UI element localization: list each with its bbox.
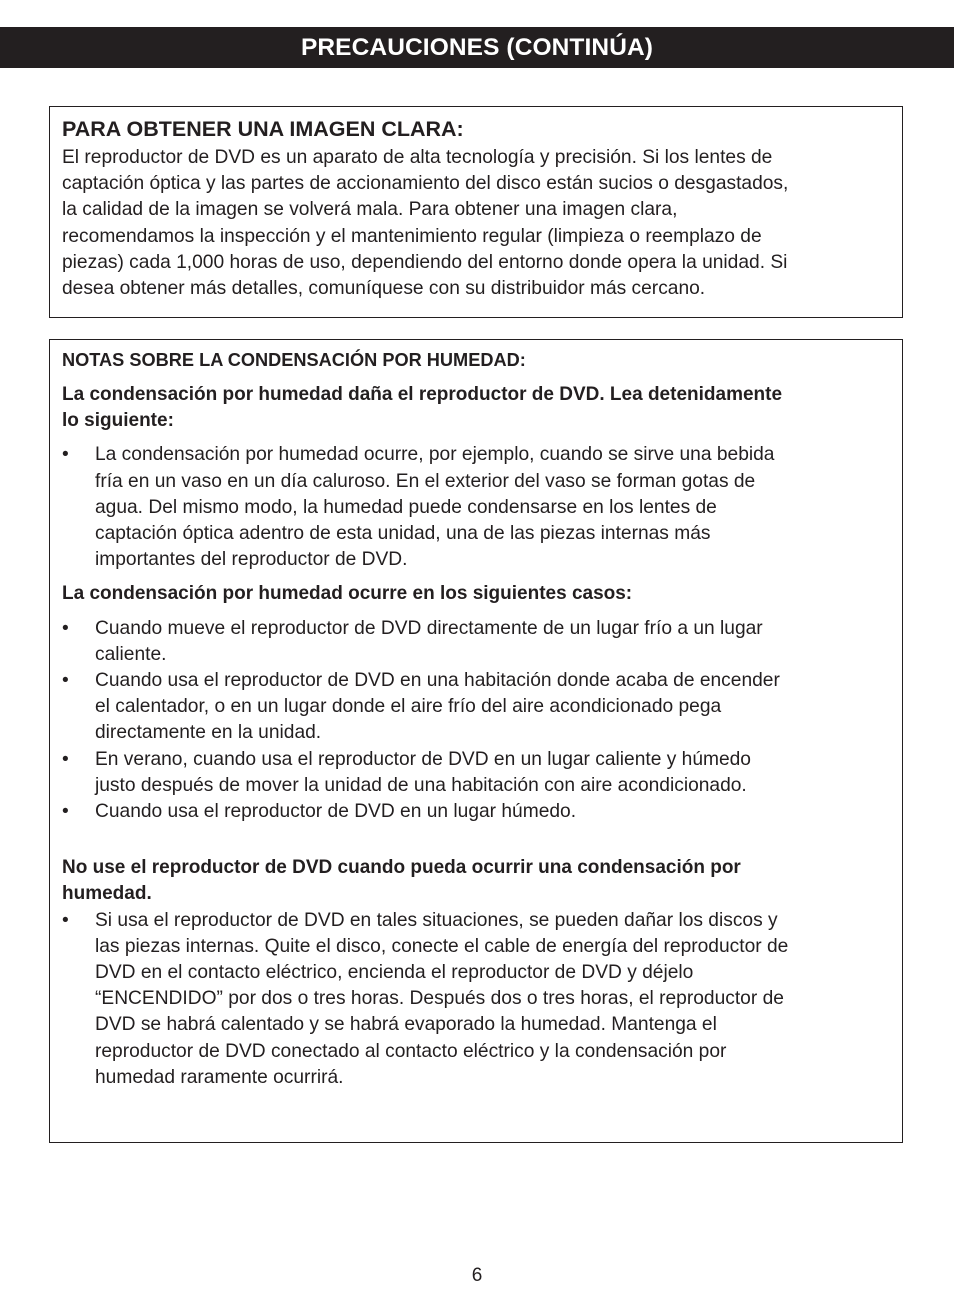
paragraph-line: desea obtener más detalles, comuníquese con su distribuidor más cercano. bbox=[62, 278, 706, 300]
list-item-line: las piezas internas. Quite el disco, conecte el cable de energía del reproductor de bbox=[95, 935, 789, 957]
list-item-line: “ENCENDIDO” por dos o tres horas. Después dos o tres horas, el reproductor de bbox=[95, 988, 784, 1010]
list-item-line: fría en un vaso en un día caluroso. En el exterior del vaso se forman gotas de bbox=[95, 470, 756, 492]
list-item-line: reproductor de DVD conectado al contacto eléctrico y la condensación por bbox=[95, 1040, 727, 1062]
warning-list bbox=[62, 908, 890, 1091]
bullet-icon: • bbox=[62, 670, 69, 692]
cases-title: La condensación por humedad ocurre en los siguientes casos: bbox=[62, 583, 633, 605]
list-item-line: humedad raramente ocurrirá. bbox=[95, 1066, 344, 1088]
bullet-icon: • bbox=[62, 748, 69, 770]
list-item bbox=[62, 668, 890, 747]
bullet-icon: • bbox=[62, 617, 69, 639]
warning-line: humedad. bbox=[62, 883, 152, 905]
condensation-section bbox=[49, 339, 903, 1143]
list-item-line: En verano, cuando usa el reproductor de DVD en un lugar caliente y húmedo bbox=[95, 748, 751, 770]
clear-image-section bbox=[49, 106, 903, 318]
bullet-icon: • bbox=[62, 909, 69, 931]
list-item-line: DVD se habrá calentado y se habrá evaporado la humedad. Mantenga el bbox=[95, 1014, 717, 1036]
list-item-line: agua. Del mismo modo, la humedad puede condensarse en los lentes de bbox=[95, 496, 717, 518]
clear-image-paragraph bbox=[62, 145, 890, 302]
list-item bbox=[62, 799, 890, 825]
section-spacer bbox=[62, 833, 890, 855]
list-item-line: DVD en el contacto eléctrico, encienda el reproductor de DVD y déjelo bbox=[95, 962, 694, 984]
warning-line: No use el reproductor de DVD cuando pueda ocurrir una condensación por bbox=[62, 857, 741, 879]
list-item-line: Si usa el reproductor de DVD en tales situaciones, se pueden dañar los discos y bbox=[95, 909, 778, 931]
list-item bbox=[62, 442, 890, 573]
paragraph-line: captación óptica y las partes de accionamiento del disco están sucios o desgastados, bbox=[62, 173, 789, 195]
list-item-line: el calentador, o en un lugar donde el aire frío del aire acondicionado pega bbox=[95, 696, 722, 718]
list-item bbox=[62, 616, 890, 668]
condensation-explanation-list bbox=[62, 442, 890, 573]
list-item-line: Cuando usa el reproductor de DVD en un lugar húmedo. bbox=[95, 801, 577, 823]
condensation-intro bbox=[62, 382, 890, 434]
list-item-line: importantes del reproductor de DVD. bbox=[95, 549, 408, 571]
list-item-line: Cuando usa el reproductor de DVD en una habitación donde acaba de encender bbox=[95, 670, 780, 692]
warning-text bbox=[62, 855, 890, 907]
page-header-bar bbox=[0, 27, 954, 68]
list-item-line: caliente. bbox=[95, 643, 167, 665]
list-item bbox=[62, 747, 890, 799]
list-item-line: La condensación por humedad ocurre, por ejemplo, cuando se sirve una bebida bbox=[95, 444, 775, 466]
paragraph-line: piezas) cada 1,000 horas de uso, dependiendo del entorno donde opera la unidad. Si bbox=[62, 251, 788, 273]
intro-line: lo siguiente: bbox=[62, 410, 174, 432]
list-item bbox=[62, 908, 890, 1091]
paragraph-line: recomendamos la inspección y el mantenimiento regular (limpieza o reemplazo de bbox=[62, 225, 762, 247]
list-item-line: directamente en la unidad. bbox=[95, 722, 322, 744]
page-title: PRECAUCIONES (CONTINÚA) bbox=[300, 33, 654, 61]
cases-list bbox=[62, 616, 890, 826]
list-item-line: captación óptica adentro de esta unidad, una de las piezas internas más bbox=[95, 523, 711, 545]
clear-image-title: PARA OBTENER UNA IMAGEN CLARA: bbox=[62, 117, 464, 141]
paragraph-line: El reproductor de DVD es un aparato de alta tecnología y precisión. Si los lentes de bbox=[62, 147, 773, 168]
page-number: 6 bbox=[471, 1265, 483, 1286]
intro-line: La condensación por humedad daña el reproductor de DVD. Lea detenidamente bbox=[62, 384, 783, 405]
bullet-icon: • bbox=[62, 801, 69, 823]
bullet-icon: • bbox=[62, 444, 69, 466]
list-item-line: justo después de mover la unidad de una habitación con aire acondicionado. bbox=[95, 774, 747, 796]
condensation-title: NOTAS SOBRE LA CONDENSACIÓN POR HUMEDAD: bbox=[62, 350, 526, 370]
paragraph-line: la calidad de la imagen se volverá mala. Para obtener una imagen clara, bbox=[62, 199, 678, 221]
list-item-line: Cuando mueve el reproductor de DVD directamente de un lugar frío a un lugar bbox=[95, 617, 763, 639]
